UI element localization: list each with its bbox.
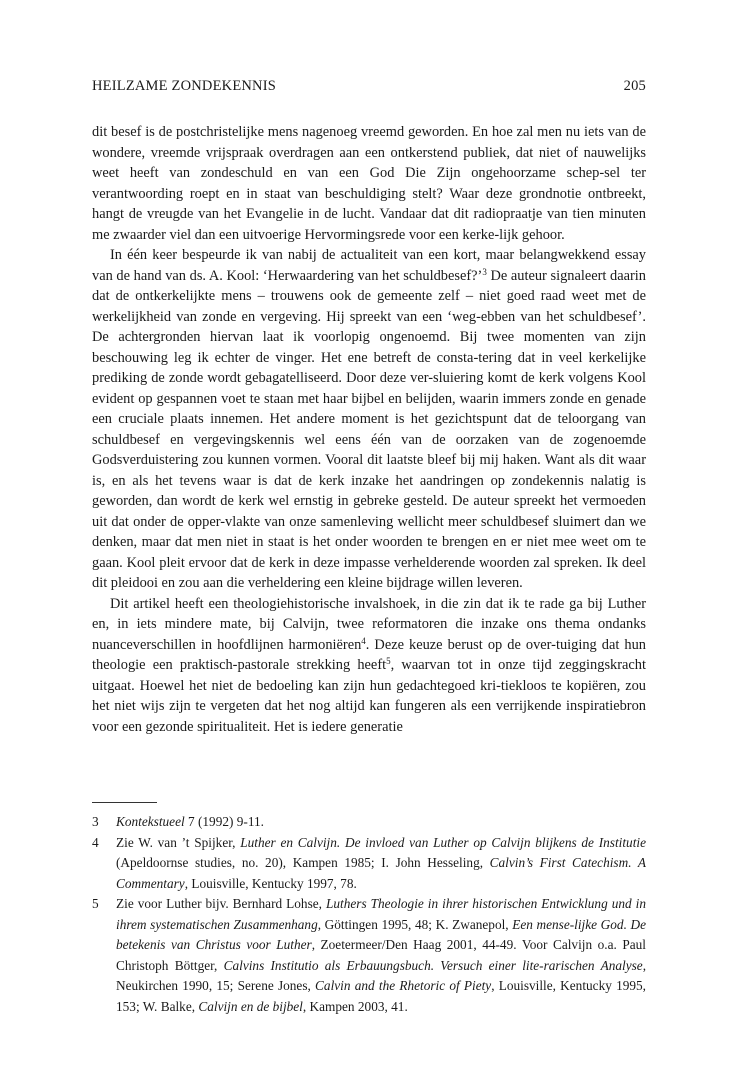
body-text	[92, 122, 646, 737]
paragraph-1: dit besef is de postchristelijke mens nagenoeg vreemd geworden. En hoe zal men nu iets van de wondere, vreemde vrijspraak overdragen aan een ontkerstend publiek, dat niet of nauwelijks weet heeft van zondeschuld en van een God Die Zijn ongehoorzame schep-sel ter verantwoording roept en in staat van beschuldiging stelt? Waar deze grondnotie ontbreekt, hangt de vreugde van het Evangelie in de lucht. Vandaar dat dit radiopraatje van tien minuten me zwaarder viel dan een uitvoerige Hervormingsrede voor een kerke-lijk gehoor.	[92, 124, 646, 243]
footnotes	[92, 812, 646, 1017]
footnote-5-title-4: Calvin and the Rhetoric of Piety	[315, 978, 492, 993]
footnote-5-text-4: , Neukirchen 1990, 15; Serene Jones,	[116, 957, 647, 993]
footnote-5-text-5: , Louisville, Kentucky 1995, 153; W. Balke,	[116, 978, 646, 1014]
footnote-number: 4	[92, 834, 99, 850]
footnote-ref-5: 5	[386, 656, 391, 666]
footnote-4-title-1: Luther en Calvijn. De invloed van Luther op Calvijn blijkens de Institutie	[240, 834, 646, 850]
footnote-3-title: Kontekstueel	[116, 814, 185, 829]
footnote-number: 3	[92, 814, 99, 829]
page-number: 205	[623, 78, 646, 94]
paragraph-2	[92, 245, 646, 594]
footnote-ref-3: 3	[482, 266, 487, 277]
footnote-5	[92, 894, 646, 1017]
paragraph-3	[92, 594, 646, 738]
footnote-5-text-1: Zie voor Luther bijv. Bernhard Lohse,	[116, 896, 326, 911]
paragraph-3-part3: , waarvan tot in onze tijd zeggingskracht uitgaat. Hoewel het niet de bedoeling kan zijn hun gedachtegoed kri-tiekloos te kopiëren, zou het niet wijs zijn te vergeten dat het nog altijd kan fungeren als een verrijkende inspiratiebron voor een gezonde spiritualiteit. Het is iedere generatie	[92, 657, 646, 735]
footnote-5-title-1: Luthers Theologie in ihrer historischen Entwicklung und in ihrem systematischen Zusammenhang	[116, 896, 647, 932]
footnote-4-text-2: (Apeldoornse studies, no. 20), Kampen 1985; I. John Hesseling,	[116, 855, 490, 870]
footnote-5-text-6: , Kampen 2003, 41.	[302, 998, 408, 1014]
footnote-ref-4: 4	[361, 635, 366, 646]
footnote-divider	[92, 802, 157, 803]
footnote-4	[92, 833, 646, 895]
footnote-5-title-3: Calvins Institutio als Erbauungsbuch. Versuch einer lite-rarischen Analyse	[223, 957, 643, 973]
footnote-4-text-1: Zie W. van ’t Spijker,	[116, 834, 241, 850]
footnote-5-title-5: Calvijn en de bijbel	[198, 998, 303, 1014]
paragraph-3-part2: . Deze keuze berust op de over-tuiging dat hun theologie een praktisch-pastorale strekking heeft	[92, 636, 646, 673]
paragraph-3-part1: Dit artikel heeft een theologiehistorische invalshoek, in die zin dat ik te rade ga bij Luther en, in iets mindere mate, bij Calvijn, twee reformatoren die inzake ons thema ondanks nuanceverschillen in hoofdlijnen harmoniëren	[92, 595, 646, 653]
paragraph-2-after: De auteur signaleert daarin dat de ontkerkelijkte mens – trouwens ook de gemeente zelf – niet goed raad weet met de werkelijkheid van zonde en vergeving. Hij spreekt van een ‘weg-ebben van het schuldbesef’. De achtergronden hiervan laat ik voorlopig ongenoemd. Bij twee momenten van zijn beschouwing leg ik echter de vinger. Het ene betreft de consta-tering dat in veel kerkelijke prediking de zonde wordt gebagatelliseerd. Door deze ver-sluiering komt de kerk volgens Kool evident op gespannen voet te staan met haar bijbel en belijden, waarin immers zonde en genade een cruciale plaats innemen. Het andere moment is het gezichtspunt dat de teloorgang van schuldbesef en vergevingskennis wel eens één van de oorzaken van de zogenoemde Godsverduistering zou kunnen vormen. Vooral dit laatste bleef bij mij haken. Want als dit waar is, en als het tevens waar is dat de kerk inzake het aandringen op zondekennis nalatig is geworden, dan wordt de kerk wel ernstig in gebreke gesteld. De auteur spreekt het vermoeden uit dat onder de opper-vlakte van onze samenleving wellicht meer schuldbesef sluimert dan we denken, maar dat men niet in staat is het onder woorden te brengen en er niet mee weet om te gaan. Kool pleit ervoor dat de kerk in deze impasse verhelderende woorden zal spreken. Ik deel dit pleidooi en zou aan die verheldering een kleine bijdrage willen leveren.	[92, 267, 646, 591]
footnote-4-title-2: Calvin’s First Catechism. A Commentary	[116, 855, 646, 891]
footnote-5-text-2: , Göttingen 1995, 48; K. Zwanepol,	[317, 916, 513, 932]
running-title: HEILZAME ZONDEKENNIS	[92, 78, 277, 94]
paragraph-2-before: In één keer bespeurde ik van nabij de actualiteit van een kort, maar belangwekkend essay van de hand van ds. A. Kool: ‘Herwaardering van het schuldbesef?’	[92, 247, 646, 284]
footnote-3-text: 7 (1992) 9-11.	[184, 814, 264, 829]
footnote-4-text-3: , Louisville, Kentucky 1997, 78.	[184, 875, 357, 891]
footnote-number: 5	[92, 896, 99, 911]
footnote-3	[92, 812, 646, 833]
footnote-5-text-3: , Zoetermeer/Den Haag 2001, 44-49. Voor Calvijn o.a. Paul Christoph Böttger,	[116, 937, 646, 973]
footnote-5-title-2: Een mense-lijke God. De betekenis van Christus voor Luther	[116, 916, 647, 952]
